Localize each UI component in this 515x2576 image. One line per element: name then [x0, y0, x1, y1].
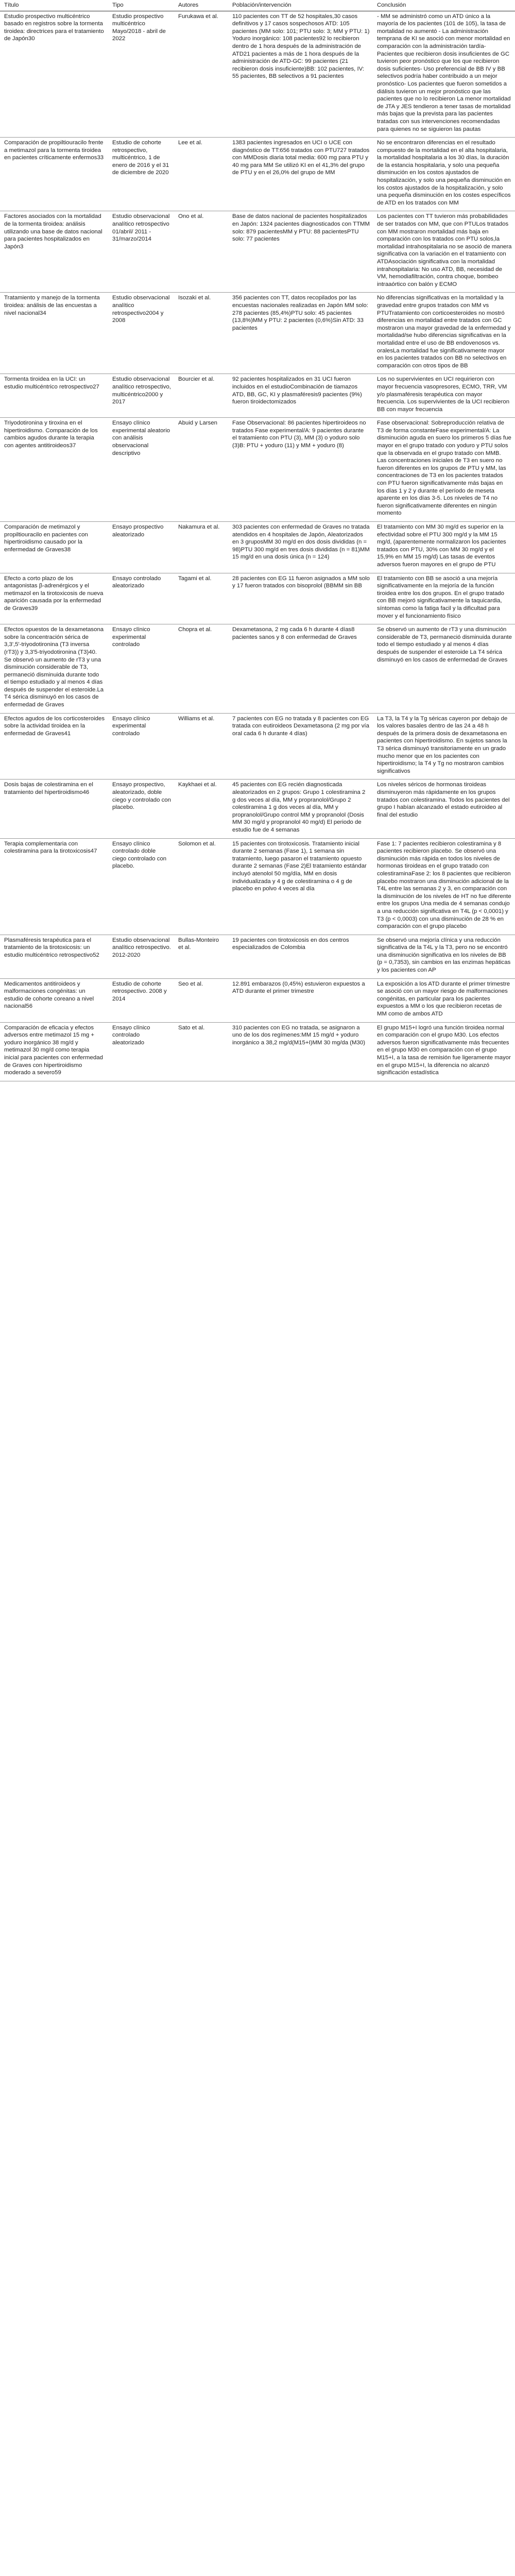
cell-autores: Williams et al.	[174, 713, 228, 779]
cell-autores: Bullas-Monteiro et al.	[174, 935, 228, 978]
cell-conclusion: Los pacientes con TT tuvieron más probabilidades de ser tratados con MM, que con PTULos tratados con MM mostraron mortalidad más baja en comparación con los tratados con PTU solos,la mortalidad intrahospitalaria no se asoció de manera significativa con la variación en el tratamiento con ATDAsociación significativa con la mortalidad intrahospitalaria: No uso ATD, BB, necesidad de VM, hemodiafiltración, contra choque, bombeo intraaórtico con balón y ECMO	[373, 211, 515, 293]
cell-tipo: Ensayo clínico experimental aleatorio con análisis observacional descriptivo	[108, 418, 174, 522]
cell-poblacion: 110 pacientes con TT de 52 hospitales,30 casos definitivos y 17 casos sospechosos ATD: 105 pacientes (MM solo: 101; PTU solo: 3; MM y PTU: 1) Yoduro inorgánico: 108 pacientes92 lo recibieron dentro de 1 hora después de la administración de ATD21 pacientes a más de 1 hora después de la administración de ATD-GC: 99 pacientes (21 recibieron dosis insuficiente)BB: 102 pacientes, IV: 55 pacientes, BB selectivos a 91 pacientes	[228, 11, 373, 138]
cell-conclusion: El tratamiento con BB se asoció a una mejoría significativamente en la mejoría de la función tiroidea entre los dos grupos. En el grupo tratado con BB mejoró significativamente la taquicardia, síntomas como la fatiga facil y la dificultad para mover y el funcionamiento físico	[373, 573, 515, 624]
cell-autores: Isozaki et al.	[174, 293, 228, 374]
cell-conclusion: Se observó un aumento de rT3 y una disminución considerable de T3, permaneció disminuida durante todo el tiempo estudiado y al menos 4 días después de suspender el esteroide La T4 sérica disminuyó en los casos de enfermedad de Graves	[373, 624, 515, 714]
cell-titulo: Comparación de propiltiouracilo frente a metimazol para la tormenta tiroidea en pacientes críticamente enfermos33	[0, 138, 108, 211]
table-row	[0, 293, 515, 374]
cell-autores: Ono et al.	[174, 211, 228, 293]
cell-titulo: Comparación de eficacia y efectos adversos entre metimazol 15 mg + yoduro inorgánico 38 mg/d y metimazol 30 mg/d como terapia inicial para pacientes con enfermedad de Graves con hipertiroidismo moderado a severo59	[0, 1022, 108, 1081]
table-row	[0, 978, 515, 1022]
cell-poblacion: 356 pacientes con TT, datos recopilados por las encuestas nacionales realizadas en Japón MM solo: 278 pacientes (85,4%)PTU solo: 45 pacientes (13,8%)MM y PTU: 2 pacientes (0,6%)Sin ATD: 33 pacientes	[228, 293, 373, 374]
cell-poblacion: 45 pacientes con EG recién diagnosticada aleatorizados en 2 grupos: Grupo 1 colestiramina 2 g dos veces al día, MM y propranolol/Grupo 2 colestiramina 1 g dos veces al día, MM y propranolol/Grupo control MM y propranolol (Dosis MM 30 mg/d y propranolol 40 mg/d) El periodo de estudio fue de 4 semanas	[228, 779, 373, 838]
cell-tipo: Ensayo clínico experimental controlado	[108, 713, 174, 779]
header-tipo: Tipo	[108, 1, 174, 11]
cell-poblacion: 1383 pacientes ingresados en UCI o UCE con diagnóstico de TT:656 tratados con PTU727 tratados con MMDosis diaria total media: 600 mg para PTU y 40 mg para MM Se utilizó KI en el 41,3% del grupo de PTU y en el 26,0% del grupo de MM	[228, 138, 373, 211]
cell-conclusion: Se observó una mejoría clínica y una reducción significativa de la T4L y la T3, pero no se encontró una disminución significativa en los niveles de BB (p = 0,7353), sin cambios en las enzimas hepáticas y los pacientes con AP	[373, 935, 515, 978]
header-autores: Autores	[174, 1, 228, 11]
cell-poblacion: 12.891 embarazos (0,45%) estuvieron expuestos a ATD durante el primer trimestre	[228, 978, 373, 1022]
header-poblacion: Población/intervención	[228, 1, 373, 11]
cell-titulo: Factores asociados con la mortalidad de la tormenta tiroidea: análisis utilizando una base de datos nacional para pacientes hospitalizados en Japón3	[0, 211, 108, 293]
cell-conclusion: No diferencias significativas en la mortalidad y la gravedad entre grupos tratados con MM vs PTUTratamiento con corticoesteroides no mostró diferencias en mortalidad entre tratados con GC mostraron una mayor gravedad de la enfermedad y mortalidad/se hubo diferencias significativas en la mortalidad entre el uso de BB endovenosos vs. oralesLa mortalidad fue significativamente mayor en los pacientes tratados con BB no selectivos en comparación con otros tipos de BB	[373, 293, 515, 374]
cell-autores: Kaykhaei et al.	[174, 779, 228, 838]
cell-conclusion: - MM se administró como un ATD único a la mayoría de los pacientes (101 de 105), la tasa de mortalidad no aumentó - La administración temprana de KI se asoció con menor mortalidad en comparación con la administración tardía- Pacientes que recibieron dosis insuficientes de GC tuvieron peor pronóstico que los que recibieron dosis suficientes- Uso preferencial de BB IV y BB selectivos podría haber contribuido a un mejor pronóstico- Los pacientes que fueron sometidos a diálisis tuvieron un mejor pronóstico que las pacientes que no lo recibieron La menor mortalidad de JTA y JES tendieron a tener tasas de mortalidad más bajas que la prevista para las pacientes tratadas con sus intervenciones recomendadas para quienes no se siguieron las pautas	[373, 11, 515, 138]
cell-tipo: Ensayo prospectivo aleatorizado	[108, 522, 174, 573]
cell-poblacion: Fase Observacional: 86 pacientes hipertiroideos no tratados Fase experimental/A: 9 pacientes durante el tratamiento con PTU (3), MM (3) o yoduro solo (3)B: PTU + yoduro (11) y MM + yoduro (8)	[228, 418, 373, 522]
cell-poblacion: 92 pacientes hospitalizados en 31 UCI fueron incluidos en el estudioCombinación de tiamazos ATD, BB, GC, KI y plasmaféresis9 pacientes (9%) fueron tiroidectomizados	[228, 374, 373, 418]
cell-titulo: Terapia complementaria con colestiramina para la tirotoxicosis47	[0, 838, 108, 935]
cell-titulo: Triyodotironina y tiroxina en el hipertiroidismo. Comparación de los cambios agudos durante la terapia con agentes antitiroideos37	[0, 418, 108, 522]
cell-conclusion: No se encontraron diferencias en el resultado compuesto de la mortalidad en el alta hospitalaria, la mortalidad hospitalaria a los 30 días, la duración de la estancia hospitalaria, y solo una pequeña disminución en los costos ajustados de hospitalización, y solo una pequeña disminución en los costos ajustados de la hospitalización, y solo una pequeña disminución en los costes específicos de ATD en los tratados con MM	[373, 138, 515, 211]
header-row	[0, 1, 515, 11]
cell-autores: Seo et al.	[174, 978, 228, 1022]
cell-autores: Nakamura et al.	[174, 522, 228, 573]
cell-poblacion: 19 pacientes con tirotoxicosis en dos centros especializados de Colombia	[228, 935, 373, 978]
cell-autores: Tagami et al.	[174, 573, 228, 624]
table-row	[0, 374, 515, 418]
cell-autores: Sato et al.	[174, 1022, 228, 1081]
cell-autores: Abuid y Larsen	[174, 418, 228, 522]
cell-tipo: Estudio de cohorte retrospectivo. 2008 y 2014	[108, 978, 174, 1022]
cell-titulo: Efectos opuestos de la dexametasona sobre la concentración sérica de 3,3',5'-triyodotironina (T3 inversa (rT3)) y 3,3'5-triyodotironina (T3)40. Se observó un aumento de rT3 y una disminución considerable de T3, permaneció disminuida durante todo el tiempo estudiado y al menos 4 días después de suspender el esteroide.La T4 sérica disminuyó en los casos de enfermedad de Graves	[0, 624, 108, 714]
cell-conclusion: Los no supervivientes en UCI requirieron con mayor frecuencia vasopresores, ECMO, TRR, VM y/o plasmaféresis terapéutica con mayor frecuencia. Los supervivientes de la UCI recibieron BB con mayor frecuencia	[373, 374, 515, 418]
cell-tipo: Ensayo clínico controlado aleatorizado	[108, 1022, 174, 1081]
cell-tipo: Estudio observacional analítico retrospectivo. 2012-2020	[108, 935, 174, 978]
cell-poblacion: 303 pacientes con enfermedad de Graves no tratada atendidos en 4 hospitales de Japón, Aleatorizados en 3 gruposMM 30 mg/d en dos dosis divididas (n = 98)PTU 300 mg/d en tres dosis divididas (n = 81)MM 15 mg/d en una dosis única (n = 124)	[228, 522, 373, 573]
cell-autores: Bourcier et al.	[174, 374, 228, 418]
cell-titulo: Efectos agudos de los corticosteroides sobre la actividad tiroidea en la enfermedad de Graves41	[0, 713, 108, 779]
cell-autores: Chopra et al.	[174, 624, 228, 714]
table-row	[0, 838, 515, 935]
cell-conclusion: La exposición a los ATD durante el primer trimestre se asoció con un mayor riesgo de malformaciones congénitas, en particular para los pacientes expuestos a MM o los que recibieron recetas de MM como de ambos ATD	[373, 978, 515, 1022]
table-row	[0, 138, 515, 211]
table-row	[0, 418, 515, 522]
table-row	[0, 211, 515, 293]
cell-tipo: Ensayo controlado aleatorizado	[108, 573, 174, 624]
table-row	[0, 11, 515, 138]
cell-poblacion: Base de datos nacional de pacientes hospitalizados en Japón: 1324 pacientes diagnosticados con TTMM solo: 879 pacientesMM y PTU: 88 pacientesPTU solo: 77 pacientes	[228, 211, 373, 293]
table-row	[0, 779, 515, 838]
studies-table	[0, 1, 515, 1081]
header-conclusion: Conclusión	[373, 1, 515, 11]
cell-titulo: Tormenta tiroidea en la UCI: un estudio multicéntrico retrospectivo27	[0, 374, 108, 418]
cell-tipo: Estudio observacional analítico retrospectivo2004 y 2008	[108, 293, 174, 374]
cell-tipo: Estudio observacional analítico retrospectivo 01/abril/ 2011 - 31/marzo/2014	[108, 211, 174, 293]
header-titulo: Título	[0, 1, 108, 11]
cell-titulo: Efecto a corto plazo de los antagonistas β-adrenérgicos y el metimazol en la tirotoxicosis de nueva aparición causada por la enfermedad de Graves39	[0, 573, 108, 624]
table-row	[0, 713, 515, 779]
cell-poblacion: Dexametasona, 2 mg cada 6 h durante 4 días8 pacientes sanos y 8 con enfermedad de Graves	[228, 624, 373, 714]
cell-titulo: Medicamentos antitiroideos y malformaciones congénitas: un estudio de cohorte coreano a nivel nacional56	[0, 978, 108, 1022]
cell-titulo: Tratamiento y manejo de la tormenta tiroidea: análisis de las encuestas a nivel nacional34	[0, 293, 108, 374]
cell-conclusion: Fase observacional: Sobreproducción relativa de T3 de forma constanteFase experimental/A: La disminución aguda en suero los primeros 5 días fue mayor en el grupo tratado con yoduro y PTU solos que la observada en el grupo tratado con MMB. Las concentraciones iniciales de T3 en suero no fueron diferentes en los grupos de PTU y MM, las concentraciones de T3 en los pacientes tratados con PTU fueron significativamente más bajas en los días 1 y 2 y durante el período de meseta aparente en los días 3-5. Los niveles de T4 no fueron significativamente diferentes en ningún momento	[373, 418, 515, 522]
cell-conclusion: El grupo M15+I logró una función tiroidea normal en comparación con el grupo M30. Los efectos adversos fueron significativamente más frecuentes en el grupo M30 en comparación con el grupo M15+I, a la tasa de remisión fue ligeramente mayor en el grupo M15+I, la diferencia no alcanzó significación estadística	[373, 1022, 515, 1081]
table-row	[0, 1022, 515, 1081]
cell-poblacion: 7 pacientes con EG no tratada y 8 pacientes con EG tratada con eutiroideos Dexametasona (2 mg por vía oral cada 6 h durante 4 días)	[228, 713, 373, 779]
cell-titulo: Estudio prospectivo multicéntrico basado en registros sobre la tormenta tiroidea: directrices para el tratamiento de Japón30	[0, 11, 108, 138]
cell-poblacion: 15 pacientes con tirotoxicosis. Tratamiento inicial durante 2 semanas (Fase 1), 1 semana sin tratamiento, luego pasaron el tratamiento opuesto durante 2 semanas (Fase 2)El tratamiento estándar incluyó atenolol 50 mg/día, MM en dosis individualizada y 4 g de colestiramina o 4 g de placebo en polvo 4 veces al día	[228, 838, 373, 935]
cell-autores: Solomon et al.	[174, 838, 228, 935]
cell-poblacion: 28 pacientes con EG 11 fueron asignados a MM solo y 17 fueron tratados con bisoprolol (BBMM sin BB	[228, 573, 373, 624]
table-row	[0, 935, 515, 978]
cell-titulo: Comparación de metimazol y propiltiouracilo en pacientes con hipertiroidismo causado por la enfermedad de Graves38	[0, 522, 108, 573]
cell-tipo: Ensayo prospectivo, aleatorizado, doble ciego y controlado con placebo.	[108, 779, 174, 838]
cell-tipo: Ensayo clínico controlado doble ciego controlado con placebo.	[108, 838, 174, 935]
table-row	[0, 522, 515, 573]
cell-titulo: Dosis bajas de colestiramina en el tratamiento del hipertiroidismo46	[0, 779, 108, 838]
table-row	[0, 573, 515, 624]
cell-tipo: Ensayo clínico experimental controlado	[108, 624, 174, 714]
cell-autores: Lee et al.	[174, 138, 228, 211]
cell-autores: Furukawa et al.	[174, 11, 228, 138]
table-row	[0, 624, 515, 714]
cell-tipo: Estudio observacional analítico retrospectivo, multicéntrico2000 y 2017	[108, 374, 174, 418]
cell-conclusion: La T3, la T4 y la Tg séricas cayeron por debajo de los valores basales dentro de las 24 a 48 h después de la primera dosis de dexametasona en pacientes con hipertiroidismo. En sujetos sanos la T3 sérica disminuyó transitoriamente en un grado mucho menor que en los pacientes con hipertiroidismo; la T4 y Tg no mostraron cambios significativos	[373, 713, 515, 779]
cell-conclusion: Los niveles séricos de hormonas tiroideas disminuyeron más rápidamente en los grupos tratados con colestiramina. Todos los pacientes del grupo I habían alcanzado el estado eutiroideo al final del estudio	[373, 779, 515, 838]
cell-conclusion: Fase 1: 7 pacientes recibieron colestiramina y 8 pacientes recibieron placebo. Se observó una disminución más rápida en todos los niveles de hormonas tiroideas en el grupo tratado con colestiraminaFase 2: los 8 pacientes que recibieron placebo mostraron una disminución adicional de la T4L entre las semanas 2 y 3, en comparación con la disminución de los niveles de HT no fue diferente entre los grupos Una media de 4 semanas condujo a una reducción significativa en T4L (p < 0,0001) y T3 (p < 0,0003) con una disminución de 28 % en comparación con el grupo placebo	[373, 838, 515, 935]
cell-titulo: Plasmaféresis terapéutica para el tratamiento de la tirotoxicosis: un estudio multicéntrico retrospectivo52	[0, 935, 108, 978]
cell-tipo: Estudio de cohorte retrospectivo, multicéntrico, 1 de enero de 2016 y el 31 de diciembre de 2020	[108, 138, 174, 211]
cell-poblacion: 310 pacientes con EG no tratada, se asignaron a uno de los dos regímenes:MM 15 mg/d + yoduro inorgánico a 38,2 mg/d(M15+I)MM 30 mg/da (M30)	[228, 1022, 373, 1081]
cell-conclusion: El tratamiento con MM 30 mg/d es superior en la efectividad sobre el PTU 300 mg/d y la MM 15 mg/d, (aparentemente normalizaron los pacientes tratados con PTU, 30% con MM 30 mg/d y el 15,9% en MM 15 mg/d) Las tasas de eventos adversos fueron mayores en el grupo de PTU	[373, 522, 515, 573]
cell-tipo: Estudio prospectivo multicéntrico Mayo/2018 - abril de 2022	[108, 11, 174, 138]
